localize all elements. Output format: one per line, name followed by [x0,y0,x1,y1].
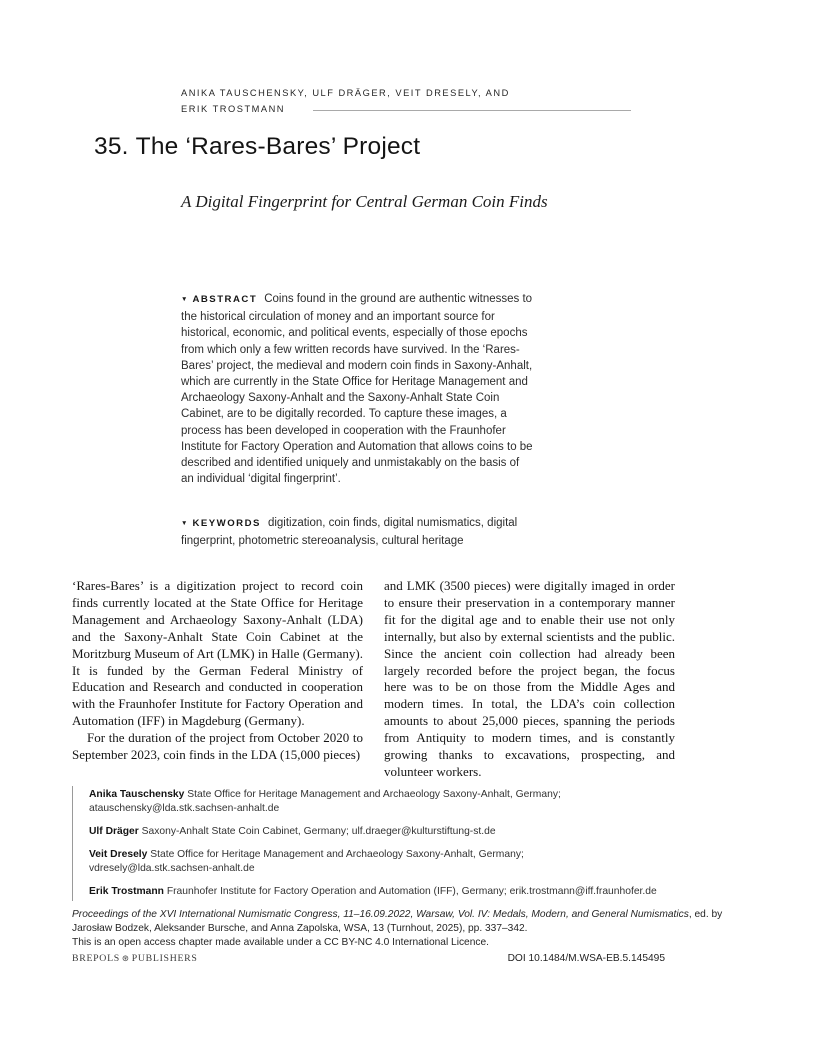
citation-editors: , ed. by Jarosław Bodzek, Aleksander Bursche, and Anna Zapolska, WSA, 13 (Turnhout, 2025), pp. 337–342. [72,909,723,934]
abstract-label: ABSTRACT [192,294,258,305]
publisher-suffix: PUBLISHERS [131,953,198,965]
affiliation-item [89,825,719,839]
affiliation-email: atauschensky@lda.stk.sachsen-anhalt.de [89,803,280,815]
abstract-text: Coins found in the ground are authentic witnesses to the historical circulation of money and an important source for historical, economic, and political events, especially of those epochs from which only a few written records have survived. In the ‘Rares-Bares’ project, the medieval and modern coin finds in Saxony-Anhalt, which are currently in the State Office for Heritage Management and Archaeology Saxony-Anhalt and the Saxony-Anhalt State Coin Cabinet, are to be digitally recorded. To capture these images, a process has been developed in cooperation with the Fraunhofer Institute for Factory Operation and Automation that allows coins to be described and identified uniquely and unmistakably on the basis of an individual ‘digital fingerprint’. [181,293,533,486]
affiliation-author-name: Erik Trostmann [89,885,164,897]
body-paragraph: ‘Rares-Bares’ is a digitization project to record coin finds currently located at the State Office for Heritage Management and Archaeology Saxony-Anhalt (LDA) and the Saxony-Anhalt State Coin Cabinet at the Moritzburg Museum of Art (LMK) in Halle (Germany). It is funded by the German Federal Ministry of Education and Research and conducted in cooperation with the Fraunhofer Institute for Factory Operation and Automation (IFF) in Magdeburg (Germany). [72,578,363,729]
affiliation-detail: Saxony-Anhalt State Coin Cabinet, Germany; [141,826,349,838]
affiliation-detail: State Office for Heritage Management and Archaeology Saxony-Anhalt, Germany; [187,789,561,800]
abstract-section [181,291,533,487]
licence-note: This is an open access chapter made available under a CC BY-NC 4.0 International Licence. [72,936,489,948]
affiliation-email: ulf.draeger@kulturstiftung-st.de [351,826,496,838]
chapter-title [94,133,420,161]
doi: DOI 10.1484/M.WSA-EB.5.145495 [507,953,665,965]
publisher-mark [72,952,198,966]
publisher-ornament-icon: ⊛ [121,953,130,964]
body-paragraph: For the duration of the project from October 2020 to September 2023, coin finds in the LDA (15,000 pieces) [72,730,363,763]
affiliation-email: vdresely@lda.stk.sachsen-anhalt.de [89,863,255,875]
affiliation-author-name: Ulf Dräger [89,826,139,838]
publisher-name: BREPOLS [72,953,120,965]
footer [72,908,732,966]
author-names-row2 [181,101,741,117]
affiliation-detail: Fraunhofer Institute for Factory Operation and Automation (IFF), Germany; [166,885,507,897]
keywords-text: digitization, coin finds, digital numismatics, digital fingerprint, photometric stereoanalysis, cultural heritage [181,517,518,548]
triangle-marker-icon: ▼ [181,295,188,303]
body-column-right [384,578,675,781]
affiliation-email: erik.trostmann@iff.fraunhofer.de [509,885,657,897]
affiliation-detail: State Office for Heritage Management and Archaeology Saxony-Anhalt, Germany; [150,848,524,860]
chapter-number: 35. [94,133,129,160]
affiliation-item [89,848,719,877]
affiliation-author-name: Anika Tauschensky [89,789,185,800]
affiliations-block [72,786,719,901]
citation [72,908,732,936]
body-paragraph: and LMK (3500 pieces) were digitally imaged in order to ensure their preservation in a contemporary manner fit for the digital age and to enable their use not only internally, but also by external scientists and the public. Since the ancient coin collection had already been largely recorded before the project began, the focus here was to be on those from the Middle Ages and modern times. In total, the LDA’s coin collection amounts to about 25,000 pieces, spanning the periods from Antiquity to modern times, and is constantly growing thanks to excavations, prospecting, and volunteer workers. [384,578,675,779]
keywords-label: KEYWORDS [192,518,261,529]
author-names-line1: ANIKA TAUSCHENSKY, ULF DRÄGER, VEIT DRESELY, AND [181,88,510,98]
affiliation-author-name: Veit Dresely [89,848,148,860]
citation-proceedings-title: Proceedings of the XVI International Numismatic Congress, 11–16.09.2022, Warsaw, Vol. IV: Medals, Modern, and General Numismatics [72,909,689,920]
author-names-line2: ERIK TROSTMANN [181,104,285,114]
body-column-left [72,578,363,781]
triangle-marker-icon: ▼ [181,519,188,527]
chapter-subtitle: A Digital Fingerprint for Central German Coin Finds [181,192,548,211]
affiliation-item [89,788,719,817]
author-header [181,85,741,117]
chapter-title-text: The ‘Rares-Bares’ Project [135,133,421,160]
publisher-doi-row [72,952,665,966]
header-rule [313,110,631,111]
body-text [72,578,675,781]
affiliation-item [89,885,719,899]
keywords-section [181,515,533,549]
